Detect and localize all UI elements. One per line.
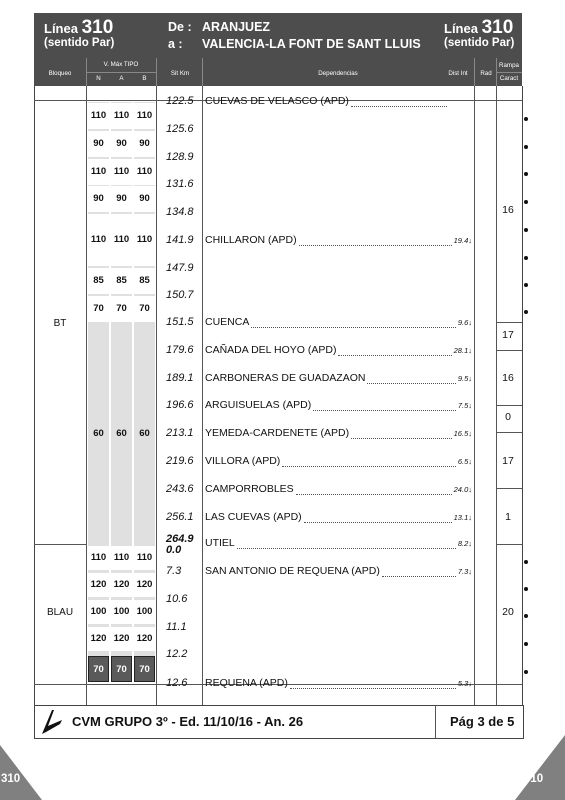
station-dist: 8.2↓ — [457, 539, 472, 548]
speed-cell-b: 100 — [134, 600, 155, 624]
logo-icon — [40, 708, 64, 736]
speed-cell-b: 90 — [134, 131, 155, 157]
col-line — [156, 86, 157, 705]
rampa-value: 16 — [502, 372, 514, 384]
km-value: 150.7 — [166, 289, 194, 301]
km-value: 10.6 — [166, 593, 188, 605]
bullet-dot — [524, 145, 528, 149]
speed-cell-b: 120 — [134, 627, 155, 651]
speed-cell-a: 90 — [111, 186, 132, 212]
rampa-sep — [496, 544, 522, 545]
origin: ARANJUEZ — [202, 20, 271, 34]
col-rad: Rad — [480, 70, 492, 77]
rampa-sep — [496, 350, 522, 351]
leader-dots — [290, 682, 456, 689]
speed-cell-a: 110 — [111, 159, 132, 185]
station-dist: 24.0↓ — [453, 485, 472, 494]
km-value: 0.0 — [166, 544, 182, 556]
station-dist: 13.1↓ — [453, 513, 472, 522]
station-name: CUENCA — [205, 316, 250, 328]
rampa-sep — [496, 322, 522, 323]
km-value: 131.6 — [166, 178, 194, 190]
bullet-dot — [524, 117, 528, 121]
km-value: 151.5 — [166, 316, 194, 328]
rampa-sep — [496, 488, 522, 489]
station-name: ARGUISUELAS (APD) — [205, 399, 312, 411]
linea-left — [44, 17, 113, 39]
speed-cell-a: 60 — [116, 428, 127, 439]
linea-number: 310 — [81, 17, 114, 38]
linea-number: 310 — [481, 17, 514, 38]
footer-page: Pág 3 de 5 — [450, 714, 515, 729]
hdr-sep — [474, 58, 475, 86]
sentido-right: (sentido Par) — [444, 37, 515, 49]
km-value: 243.6 — [166, 483, 194, 495]
corner-right-number: 310 — [524, 773, 544, 785]
rampa-sep — [496, 405, 522, 406]
leader-dots — [351, 432, 452, 439]
a-label: a : — [168, 37, 183, 51]
km-value: 147.9 — [166, 262, 194, 274]
speed-cell-b: 90 — [134, 186, 155, 212]
station-name: VILLORA (APD) — [205, 455, 281, 467]
km-value: 12.6 — [166, 677, 188, 689]
speed-cell-a: 120 — [111, 573, 132, 597]
speed-cell-n: 100 — [88, 600, 109, 624]
speed-cell-n: 120 — [88, 573, 109, 597]
footer-edition: CVM GRUPO 3º - Ed. 11/10/16 - An. 26 — [72, 714, 304, 729]
speed-cell-a: 110 — [111, 103, 132, 129]
destination: VALENCIA-LA FONT DE SANT LLUIS — [202, 37, 421, 51]
speed-cell-n: 85 — [88, 268, 109, 294]
km-value: 7.3 — [166, 565, 182, 577]
speed-cell-a: 70 — [111, 656, 132, 682]
speed-cell-n: 110 — [88, 546, 109, 570]
speed-cell-n: 110 — [88, 103, 109, 129]
leader-dots — [313, 404, 456, 411]
speed-cell-n: 110 — [88, 159, 109, 185]
speed-cell-a: 90 — [111, 131, 132, 157]
de-label: De : — [168, 20, 192, 34]
speed-cell-b: 110 — [134, 546, 155, 570]
station-name: CAÑADA DEL HOYO (APD) — [205, 344, 337, 356]
bullet-dot — [524, 614, 528, 618]
rampa-value: 17 — [502, 329, 514, 341]
speed-cell-a: 110 — [111, 546, 132, 570]
col-b: B — [142, 75, 147, 82]
km-value: 189.1 — [166, 372, 194, 384]
station-name: CAMPORROBLES — [205, 483, 294, 495]
km-value: 256.1 — [166, 511, 194, 523]
page-header — [34, 13, 522, 58]
speed-cell-b: 110 — [134, 103, 155, 129]
station-name: SAN ANTONIO DE REQUENA (APD) — [205, 565, 380, 577]
leader-dots — [304, 516, 452, 523]
bullet-dot — [524, 200, 528, 204]
speed-cell-a: 120 — [111, 627, 132, 651]
rampa-value: 16 — [502, 204, 514, 216]
km-value: 12.2 — [166, 648, 188, 660]
km-value: 141.9 — [166, 234, 194, 246]
station-dist: 19.4↓ — [453, 236, 472, 245]
bloqueo-sep — [34, 544, 86, 545]
linea-label: Línea — [44, 21, 78, 36]
speed-cell-n: 90 — [88, 131, 109, 157]
rampa-value: 1 — [505, 511, 511, 523]
speed-cell-b: 70 — [134, 656, 155, 682]
km-value: 122.5 — [166, 95, 194, 107]
station-dist: 7.5↓ — [457, 401, 472, 410]
km-value: 179.6 — [166, 344, 194, 356]
station-dist: 9.6↓ — [457, 318, 472, 327]
km-value: 219.6 — [166, 455, 194, 467]
bullet-dot — [524, 642, 528, 646]
col-distint: Dist Int — [448, 70, 468, 77]
speed-cell-b: 85 — [134, 268, 155, 294]
rampa-value: 20 — [502, 606, 514, 618]
km-value: 128.9 — [166, 151, 194, 163]
speed-cell-b: 110 — [134, 214, 155, 266]
hdr-sep — [86, 72, 156, 73]
bullet-dot — [524, 228, 528, 232]
speed-cell-n: 110 — [88, 214, 109, 266]
rampa-value: 17 — [502, 455, 514, 467]
leader-dots — [351, 100, 447, 107]
bullet-dot — [524, 172, 528, 176]
leader-dots — [382, 570, 456, 577]
speed-cell-n: 90 — [88, 186, 109, 212]
col-caract: Caract — [499, 75, 519, 82]
bullet-dot — [524, 256, 528, 260]
bloqueo-bt: BT — [53, 318, 67, 329]
station-name: CHILLARON (APD) — [205, 234, 297, 246]
rampa-sep — [496, 432, 522, 433]
station-name: YEMEDA-CARDENETE (APD) — [205, 427, 350, 439]
col-n: N — [96, 75, 101, 82]
corner-left-number: 310 — [1, 773, 21, 785]
col-line — [86, 86, 87, 705]
leader-dots — [282, 460, 456, 467]
km-value: 125.6 — [166, 123, 194, 135]
col-bloqueo: Bloqueo — [48, 70, 72, 77]
station-name: CUEVAS DE VELASCO (APD) — [205, 95, 349, 107]
rampa-value: 0 — [505, 411, 511, 423]
col-rampa: Rampa — [499, 62, 519, 69]
speed-cell-n: 70 — [88, 656, 109, 682]
speed-cell-b: 70 — [134, 296, 155, 322]
leader-dots — [338, 349, 451, 356]
col-dependencias: Dependencias — [318, 70, 358, 77]
speed-cell-n: 70 — [88, 296, 109, 322]
station-name: CARBONERAS DE GUADAZAON — [205, 372, 366, 384]
corner-right — [515, 735, 565, 800]
station-name: LAS CUEVAS (APD) — [205, 511, 302, 523]
speed-cell-a: 85 — [111, 268, 132, 294]
speed-cell-n: 60 — [93, 428, 104, 439]
leader-dots — [237, 542, 456, 549]
station-name: UTIEL — [205, 537, 235, 549]
bullet-dot — [524, 670, 528, 674]
linea-label: Línea — [444, 21, 478, 36]
col-a: A — [119, 75, 124, 82]
leader-dots — [251, 321, 455, 328]
bullet-dot — [524, 310, 528, 314]
col-sitkm: Sit Km — [170, 70, 190, 77]
station-dist: 9.5↓ — [457, 374, 472, 383]
speed-cell-b: 60 — [139, 428, 150, 439]
hdr-sep — [496, 72, 522, 73]
footer-sep — [435, 705, 436, 738]
station-dist: 16.5↓ — [453, 429, 472, 438]
km-value: 134.8 — [166, 206, 194, 218]
station-dist: 7.3↓ — [457, 567, 472, 576]
sentido-left: (sentido Par) — [44, 37, 115, 49]
linea-right — [444, 17, 513, 39]
km-value: 264.9 — [166, 533, 194, 545]
hdr-sep — [202, 58, 203, 86]
col-line — [474, 86, 475, 705]
station-dist: 6.5↓ — [457, 457, 472, 466]
km-value: 11.1 — [166, 621, 187, 633]
bullet-dot — [524, 587, 528, 591]
speed-cell-a: 100 — [111, 600, 132, 624]
speed-cell-b: 120 — [134, 573, 155, 597]
km-value: 196.6 — [166, 399, 194, 411]
leader-dots — [367, 377, 455, 384]
leader-dots — [299, 239, 452, 246]
leader-dots — [296, 488, 452, 495]
station-name: REQUENA (APD) — [205, 677, 288, 689]
col-vmax: V. Máx TIPO — [103, 61, 139, 68]
station-dist: 28.1↓ — [453, 346, 472, 355]
speed-cell-n: 120 — [88, 627, 109, 651]
speed-cell-a: 70 — [111, 296, 132, 322]
bloqueo-blau: BLAU — [46, 607, 74, 618]
speed-cell-b: 110 — [134, 159, 155, 185]
bullet-dot — [524, 283, 528, 287]
bullet-dot — [524, 560, 528, 564]
speed-cell-a: 110 — [111, 214, 132, 266]
station-dist: 5.3↓ — [457, 679, 472, 688]
hdr-sep — [156, 58, 157, 86]
km-value: 213.1 — [166, 427, 194, 439]
